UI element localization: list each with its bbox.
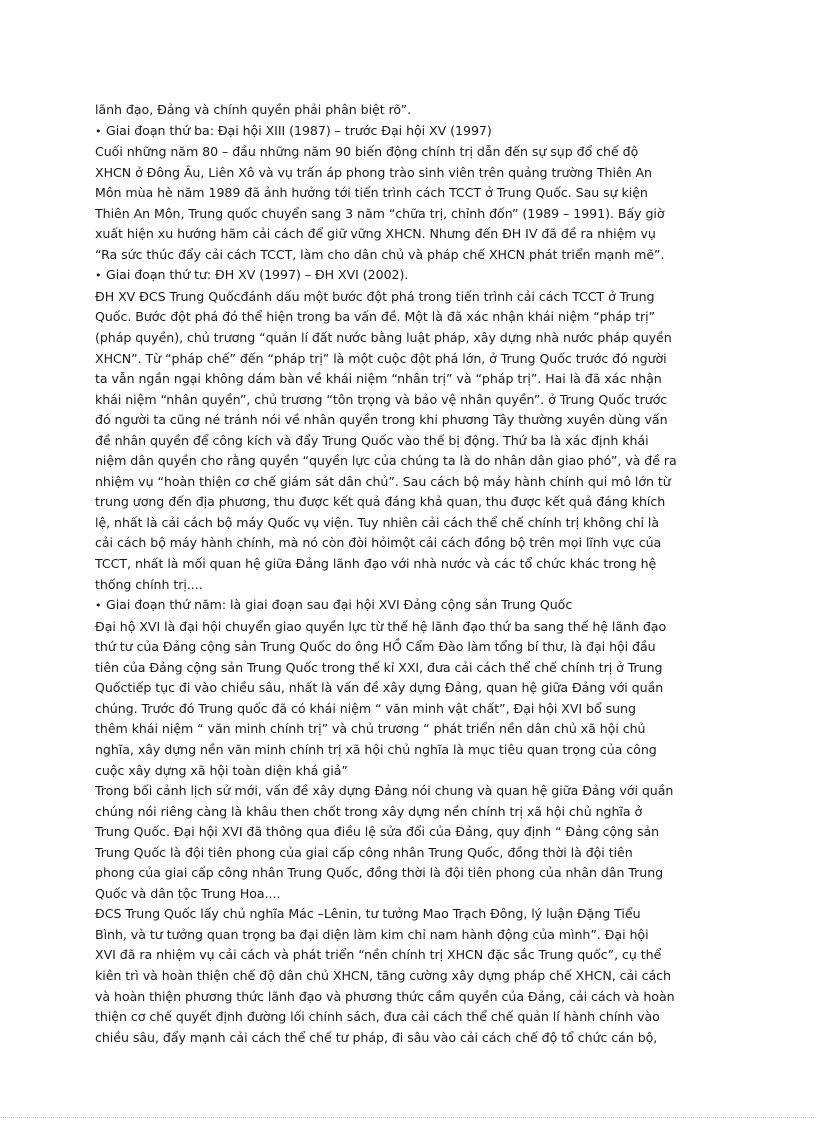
body-text-line: khái niệm “nhân quyền”, chủ trương “tôn trọng và bảo vệ nhân quyền”. ở Trung Quốc trước	[95, 391, 668, 407]
bullet-heading-text: Giai đoạn thứ năm: là giai đoạn sau đại hội XVI Đảng cộng sản Trung Quốc	[106, 597, 573, 613]
body-text-line: cải cách bộ máy hành chính, mà nó còn đòi hỏimột cải cách đồng bộ trên mọi lĩnh vực của	[95, 535, 662, 551]
body-text-line: chiều sâu, đẩy mạnh cải cách thể chế tư pháp, đi sâu vào cải cách chế độ tổ chức cán bộ,	[95, 1029, 658, 1045]
body-text-line: đề nhân quyền để công kích và đẩy Trung Quốc vào thế bị động. Thứ ba là xác định khái	[95, 432, 649, 448]
bullet-icon: •	[95, 269, 102, 283]
body-text-line: Quốc và dân tộc Trung Hoa....	[95, 885, 281, 901]
body-text-line: chúng. Trước đó Trung quốc đã có khái niệm “ văn minh vật chất”, Đại hội XVI bổ sung	[95, 700, 636, 716]
body-text-line: lãnh đạo, Đảng và chính quyền phải phân biệt rõ”.	[95, 102, 412, 117]
body-text-line: ĐCS Trung Quốc lấy chủ nghĩa Mác –Lênin, tư tưởng Mao Trạch Đông, lý luận Đặng Tiểu	[95, 906, 641, 922]
body-text-line: tiên của Đảng cộng sản Trung Quốc trong thế kỉ XXI, đưa cải cách thể chế chính trị ở Trung	[95, 659, 663, 675]
body-text-line: lệ, nhất là cải cách bộ máy Quốc vụ viện. Tuy nhiên cải cách thể chế chính trị không chỉ là	[95, 514, 660, 530]
body-text-line: Trung Quốc là đội tiên phong của giai cấp công nhân Trung Quốc, đồng thời là đội tiên	[95, 844, 633, 860]
body-text-line: Đại hộ XVI là đại hội chuyển giao quyền lực từ thế hệ lãnh đạo thứ ba sang thế hệ lãnh đạo	[95, 618, 667, 634]
body-text-line: nghĩa, xây dựng nền văn minh chính trị xã hội chủ nghĩa là mục tiêu quan trọng của công	[95, 741, 657, 757]
body-text-line: thêm khái niệm “ văn minh chính trị” và chủ trương “ phát triển nền dân chủ xã hội chủ	[95, 721, 646, 737]
body-text-line: Bình, và tư tưởng quan trọng ba đại diện làm kim chỉ nam hành động của mình”. Đại hội	[95, 926, 649, 942]
body-text-line: Thiên An Môn, Trung quốc chuyển sang 3 năm “chữa trị, chỉnh đốn” (1989 – 1991). Bấy giờ	[95, 205, 665, 221]
body-text-line: và hoàn thiện phương thức lãnh đạo và phương thức cầm quyền của Đảng, cải cách và hoàn	[95, 988, 675, 1004]
body-text-line: Môn mùa hè năm 1989 đã ảnh hưởng tới tiến trình cách TCCT ở Trung Quốc. Sau sự kiện	[95, 185, 648, 201]
body-text-line: thứ tư của Đảng cộng sản Trung Quốc do ông HỒ Cẩm Đào làm tổng bí thư, là đại hội đầu	[95, 639, 656, 655]
body-text-line: đó người ta cũng né tránh nói về nhân quyền trong khi phương Tây thường xuyên dùng vấn	[95, 412, 668, 428]
body-text-line: TCCT, nhất là mối quan hệ giữa Đảng lãnh đạo với nhà nước và các tổ chức khác trong hệ	[95, 556, 657, 572]
body-text-line: XHCN”. Từ “pháp chế” đến “pháp trị” là một cuộc đột phá lớn, ở Trung Quốc trước đó người	[95, 350, 667, 366]
document-body	[95, 100, 725, 1048]
body-text-line: XHCN ở Đông Âu, Liên Xô và vụ trấn áp phong trào sinh viên trên quảng trường Thiên An	[95, 164, 652, 180]
body-text-line: XVI đã ra nhiệm vụ cải cách và phát triển “nền chính trị XHCN đặc sắc Trung quốc”, cụ thể	[95, 947, 662, 963]
body-text-line: chúng nói riêng càng là khâu then chốt trong xây dựng nền chính trị xã hội chủ nghĩa ở	[95, 803, 643, 819]
bullet-heading-text: Giai đoạn thứ tư: ĐH XV (1997) – ĐH XVI (2002).	[106, 267, 409, 283]
body-text-line: cuộc xây dựng xã hội toàn diện khá giả”	[95, 762, 348, 778]
page-bottom-divider	[0, 1117, 816, 1118]
body-text-line: Cuối những năm 80 – đầu những năm 90 biến động chính trị dẫn đến sự sụp đổ chế độ	[95, 144, 639, 160]
bullet-heading-text: Giai đoạn thứ ba: Đại hội XIII (1987) – trước Đại hội XV (1997)	[106, 122, 492, 138]
bullet-icon: •	[95, 124, 102, 138]
bullet-icon: •	[95, 599, 102, 613]
body-text-line: Quốc. Bước đột phá đó thể hiện trong ba vấn đề. Một là đã xác nhận khái niệm “pháp trị”	[95, 309, 656, 325]
body-text-line: Trong bối cảnh lịch sử mới, vấn đề xây dựng Đảng nói chung và quan hệ giữa Đảng với quần	[95, 783, 674, 799]
body-text-line: Quốctiếp tục đi vào chiều sâu, nhất là vấn đề xây dựng Đảng, quan hệ giữa Đảng với quần	[95, 680, 664, 696]
body-text-line: (pháp quyền), chủ trương “quản lí đất nước bằng luật pháp, xây dựng nhà nước pháp quyền	[95, 330, 672, 346]
bullet-heading	[95, 121, 725, 143]
body-text-line: phong của giai cấp công nhân Trung Quốc, đồng thời là đội tiên phong của nhân dân Trung	[95, 865, 664, 881]
body-text-line: nhiệm vụ “hoàn thiện cơ chế giám sát dân chủ”. Sau cách bộ máy hành chính qui mô lớn từ	[95, 473, 671, 489]
body-text-line: ta vẫn ngần ngại không dám bàn về khái niệm “nhân trị” và “pháp trị”. Hai là đã xác nhận	[95, 371, 662, 387]
body-text-line: thiện cơ chế quyết định đường lối chính sách, đưa cải cách thể chế quản lí hành chính vào	[95, 1009, 660, 1025]
body-text-line: thống chính trị....	[95, 576, 203, 592]
body-text-line: trung ương đến địa phương, thu được kết quả đáng khả quan, thu được kết quả đáng khích	[95, 494, 666, 510]
body-text-line: kiên trì và hoàn thiện chế độ dân chủ XHCN, tăng cường xây dựng pháp chế XHCN, cải cách	[95, 967, 671, 983]
body-text-line: xuất hiện xu hướng hãm cải cách để giữ vững XHCN. Nhưng đến ĐH IV đã đề ra nhiệm vụ	[95, 226, 656, 242]
body-text-line: Trung Quốc. Đại hội XVI đã thông qua điều lệ sửa đổi của Đảng, quy định “ Đảng cộng sản	[95, 824, 660, 840]
body-text-line: niệm dân quyền cho rằng quyền “quyền lực của chúng ta là do nhân dân giao phó”, và đề ra	[95, 453, 677, 469]
bullet-heading	[95, 595, 725, 617]
bullet-heading	[95, 265, 725, 287]
body-text-line: “Ra sức thúc đẩy cải cách TCCT, làm cho dân chủ và pháp chế XHCN phát triển mạnh mẽ”.	[95, 246, 665, 262]
body-text-line: ĐH XV ĐCS Trung Quốcđánh dấu một bước đột phá trong tiến trình cải cách TCCT ở Trung	[95, 288, 655, 304]
